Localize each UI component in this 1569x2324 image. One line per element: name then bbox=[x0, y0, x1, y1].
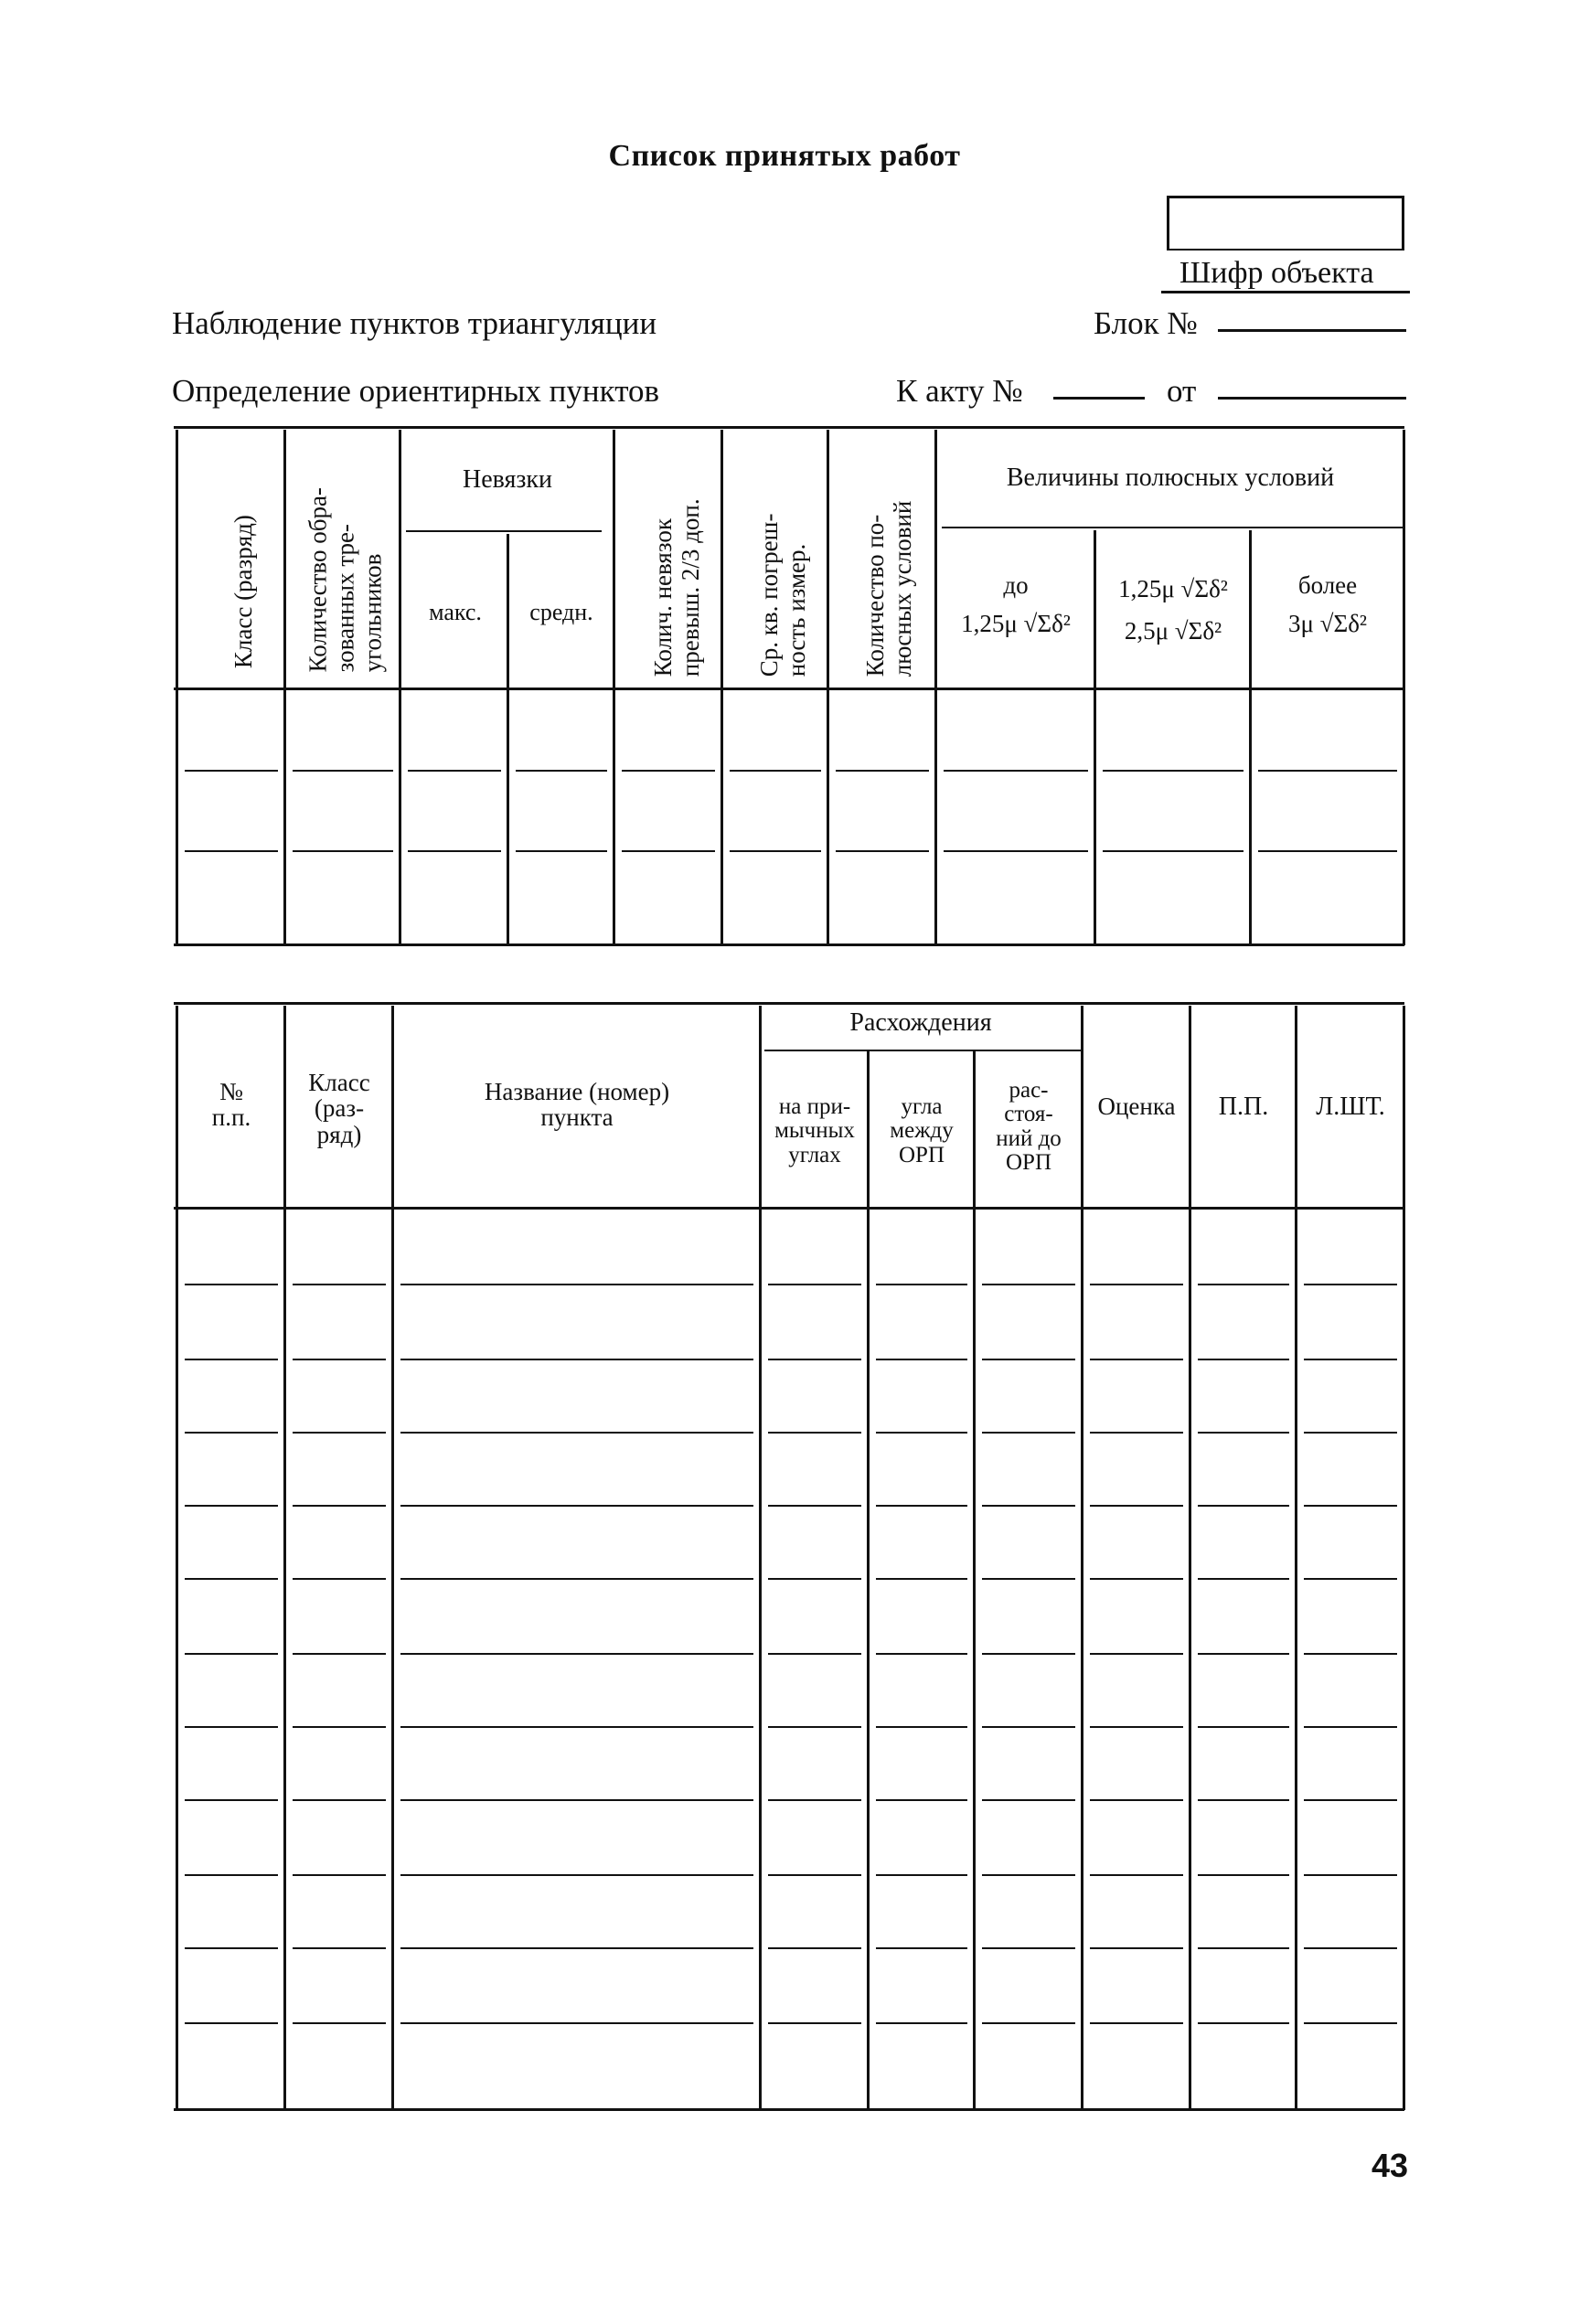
t2-row-rule bbox=[982, 1505, 1075, 1507]
t2-row-rule bbox=[293, 1505, 386, 1507]
t2-row-rule bbox=[1090, 1578, 1183, 1580]
t2-row-rule bbox=[1090, 1947, 1183, 1949]
orientation-label: Определение ориентирных пунктов bbox=[172, 373, 660, 409]
t2-row-rule bbox=[293, 1874, 386, 1876]
t2-row-rule bbox=[1090, 1653, 1183, 1655]
t2-col-num: № п.п. bbox=[211, 1078, 251, 1132]
t2-row-rule bbox=[1304, 1947, 1397, 1949]
t2-row-rule bbox=[293, 1726, 386, 1728]
t2-row-rule bbox=[982, 1653, 1075, 1655]
t2-row-rule bbox=[1090, 2022, 1183, 2024]
t2-row-rule bbox=[876, 1284, 967, 1285]
t2-row-rule bbox=[876, 1505, 967, 1507]
act-label: К акту № bbox=[896, 373, 1023, 409]
t2-row-rule bbox=[1198, 1947, 1289, 1949]
t2-row-rule bbox=[1304, 1799, 1397, 1801]
t2-row-rule bbox=[768, 1653, 861, 1655]
t2-row-rule bbox=[1090, 1505, 1183, 1507]
t1-col-polar-count: Количество по- люсных условий bbox=[860, 500, 916, 677]
t2-col-distance: рас- стоя- ний до ОРП bbox=[996, 1078, 1062, 1175]
t2-row-rule bbox=[1198, 1799, 1289, 1801]
t2-col-name: Название (номер) пункта bbox=[484, 1078, 670, 1132]
page-number: 43 bbox=[1372, 2147, 1409, 2184]
t2-row-rule bbox=[1304, 1653, 1397, 1655]
t2-row-rule bbox=[768, 1359, 861, 1360]
t2-row-rule bbox=[1304, 1359, 1397, 1360]
t2-row-rule bbox=[185, 1874, 278, 1876]
t2-row-rule bbox=[293, 1432, 386, 1434]
t2-row-rule bbox=[1198, 1874, 1289, 1876]
t2-col-class: Класс (раз- ряд) bbox=[308, 1069, 370, 1148]
t2-row-rule bbox=[293, 1578, 386, 1580]
t2-row-rule bbox=[400, 1284, 753, 1285]
t2-row-rule bbox=[1304, 1432, 1397, 1434]
observation-label: Наблюдение пунктов триангуляции bbox=[172, 305, 657, 341]
t2-row-rule bbox=[1304, 1578, 1397, 1580]
t2-row-rule bbox=[876, 1653, 967, 1655]
t2-row-rule bbox=[876, 1726, 967, 1728]
t2-row-rule bbox=[1198, 1653, 1289, 1655]
t2-row-rule bbox=[982, 1578, 1075, 1580]
t2-row-rule bbox=[293, 1653, 386, 1655]
t2-row-rule bbox=[768, 1726, 861, 1728]
t1-col-over-1: более bbox=[1297, 571, 1358, 599]
t2-row-rule bbox=[185, 1653, 278, 1655]
t2-row-rule bbox=[768, 1284, 861, 1285]
t2-row-rule bbox=[1198, 1432, 1289, 1434]
t2-row-rule bbox=[768, 1874, 861, 1876]
t1-col-class: Класс (разряд) bbox=[229, 515, 257, 669]
t2-row-rule bbox=[768, 1505, 861, 1507]
t2-row-rule bbox=[1304, 1505, 1397, 1507]
t2-row-rule bbox=[400, 1653, 753, 1655]
t2-group-diff: Расхождения bbox=[849, 1008, 992, 1037]
t2-row-rule bbox=[768, 1432, 861, 1434]
t1-col-range-1: 1,25μ √Σδ² bbox=[1118, 575, 1228, 602]
t2-row-rule bbox=[1198, 1505, 1289, 1507]
t2-row-rule bbox=[1198, 1359, 1289, 1360]
t2-row-rule bbox=[1198, 1726, 1289, 1728]
t2-row-rule bbox=[1198, 2022, 1289, 2024]
t1-col-max: макс. bbox=[429, 599, 482, 625]
t1-col-over-2: 3μ √Σδ² bbox=[1287, 610, 1368, 637]
t2-row-rule bbox=[1304, 1284, 1397, 1285]
t2-row-rule bbox=[185, 2022, 278, 2024]
t2-row-rule bbox=[1090, 1799, 1183, 1801]
t2-row-rule bbox=[1090, 1359, 1183, 1360]
t2-row-rule bbox=[982, 1874, 1075, 1876]
t2-row-rule bbox=[400, 1505, 753, 1507]
t2-row-rule bbox=[876, 1432, 967, 1434]
t2-row-rule bbox=[1304, 2022, 1397, 2024]
t2-row-rule bbox=[293, 1947, 386, 1949]
t1-col-count-exceed: Колич. невязок превыш. 2/3 доп. bbox=[648, 498, 704, 677]
block-label: Блок № bbox=[1094, 305, 1198, 341]
t2-col-rating: Оценка bbox=[1097, 1093, 1176, 1120]
t2-row-rule bbox=[293, 1284, 386, 1285]
object-code-label: Шифр объекта bbox=[1179, 256, 1374, 290]
t2-row-rule bbox=[400, 1726, 753, 1728]
t2-row-rule bbox=[400, 1578, 753, 1580]
t1-col-range-2: 2,5μ √Σδ² bbox=[1124, 617, 1222, 645]
t2-row-rule bbox=[1090, 1726, 1183, 1728]
t2-row-rule bbox=[400, 1947, 753, 1949]
t2-row-rule bbox=[293, 2022, 386, 2024]
t2-row-rule bbox=[185, 1432, 278, 1434]
t2-row-rule bbox=[876, 1359, 967, 1360]
t2-col-angle: угла между ОРП bbox=[890, 1094, 954, 1167]
page-title: Список принятых работ bbox=[608, 139, 961, 173]
t1-col-upto-1: до bbox=[1003, 571, 1029, 599]
t1-col-avg: средн. bbox=[529, 599, 593, 625]
t2-row-rule bbox=[768, 1578, 861, 1580]
t2-row-rule bbox=[400, 1874, 753, 1876]
t2-row-rule bbox=[185, 1726, 278, 1728]
t2-row-rule bbox=[400, 1432, 753, 1434]
t2-row-rule bbox=[185, 1799, 278, 1801]
t2-row-rule bbox=[185, 1578, 278, 1580]
t2-row-rule bbox=[293, 1359, 386, 1360]
t2-row-rule bbox=[1304, 1726, 1397, 1728]
t2-row-rule bbox=[1304, 1874, 1397, 1876]
t2-row-rule bbox=[1198, 1578, 1289, 1580]
t1-col-upto-2: 1,25μ √Σδ² bbox=[961, 610, 1071, 637]
t2-row-rule bbox=[185, 1284, 278, 1285]
t2-row-rule bbox=[185, 1947, 278, 1949]
t1-col-rms: Ср. кв. погреш- ность измер. bbox=[754, 513, 810, 677]
act-from-label: от bbox=[1167, 373, 1197, 409]
t2-row-rule bbox=[768, 1947, 861, 1949]
t2-row-rule bbox=[1090, 1284, 1183, 1285]
t2-row-rule bbox=[982, 1947, 1075, 1949]
t2-row-rule bbox=[982, 1359, 1075, 1360]
t2-row-rule bbox=[293, 1799, 386, 1801]
t2-row-rule bbox=[185, 1505, 278, 1507]
t2-row-rule bbox=[982, 1726, 1075, 1728]
t2-row-rule bbox=[876, 1874, 967, 1876]
t2-row-rule bbox=[982, 2022, 1075, 2024]
t2-col-pp: П.П. bbox=[1218, 1093, 1269, 1121]
t2-row-rule bbox=[1090, 1874, 1183, 1876]
t2-row-rule bbox=[982, 1432, 1075, 1434]
t2-row-rule bbox=[876, 1799, 967, 1801]
t2-row-rule bbox=[1198, 1284, 1289, 1285]
t2-col-lsht: Л.ШТ. bbox=[1316, 1093, 1385, 1121]
t1-group-nevyazki: Невязки bbox=[462, 465, 553, 494]
t2-row-rule bbox=[982, 1284, 1075, 1285]
t2-row-rule bbox=[1090, 1432, 1183, 1434]
t1-col-triangles: Количество обра- зованных тре- угольников bbox=[304, 487, 388, 673]
t2-row-rule bbox=[768, 2022, 861, 2024]
t2-row-rule bbox=[400, 1799, 753, 1801]
t2-row-rule bbox=[876, 2022, 967, 2024]
t2-row-rule bbox=[982, 1799, 1075, 1801]
t2-row-rule bbox=[876, 1947, 967, 1949]
t2-row-rule bbox=[400, 2022, 753, 2024]
t2-row-rule bbox=[876, 1578, 967, 1580]
t2-row-rule bbox=[185, 1359, 278, 1360]
t1-group-polar: Величины полюсных условий bbox=[1006, 464, 1335, 492]
t2-row-rule bbox=[400, 1359, 753, 1360]
t2-col-adjacent: на при- мычных углах bbox=[774, 1094, 855, 1167]
t2-row-rule bbox=[768, 1799, 861, 1801]
